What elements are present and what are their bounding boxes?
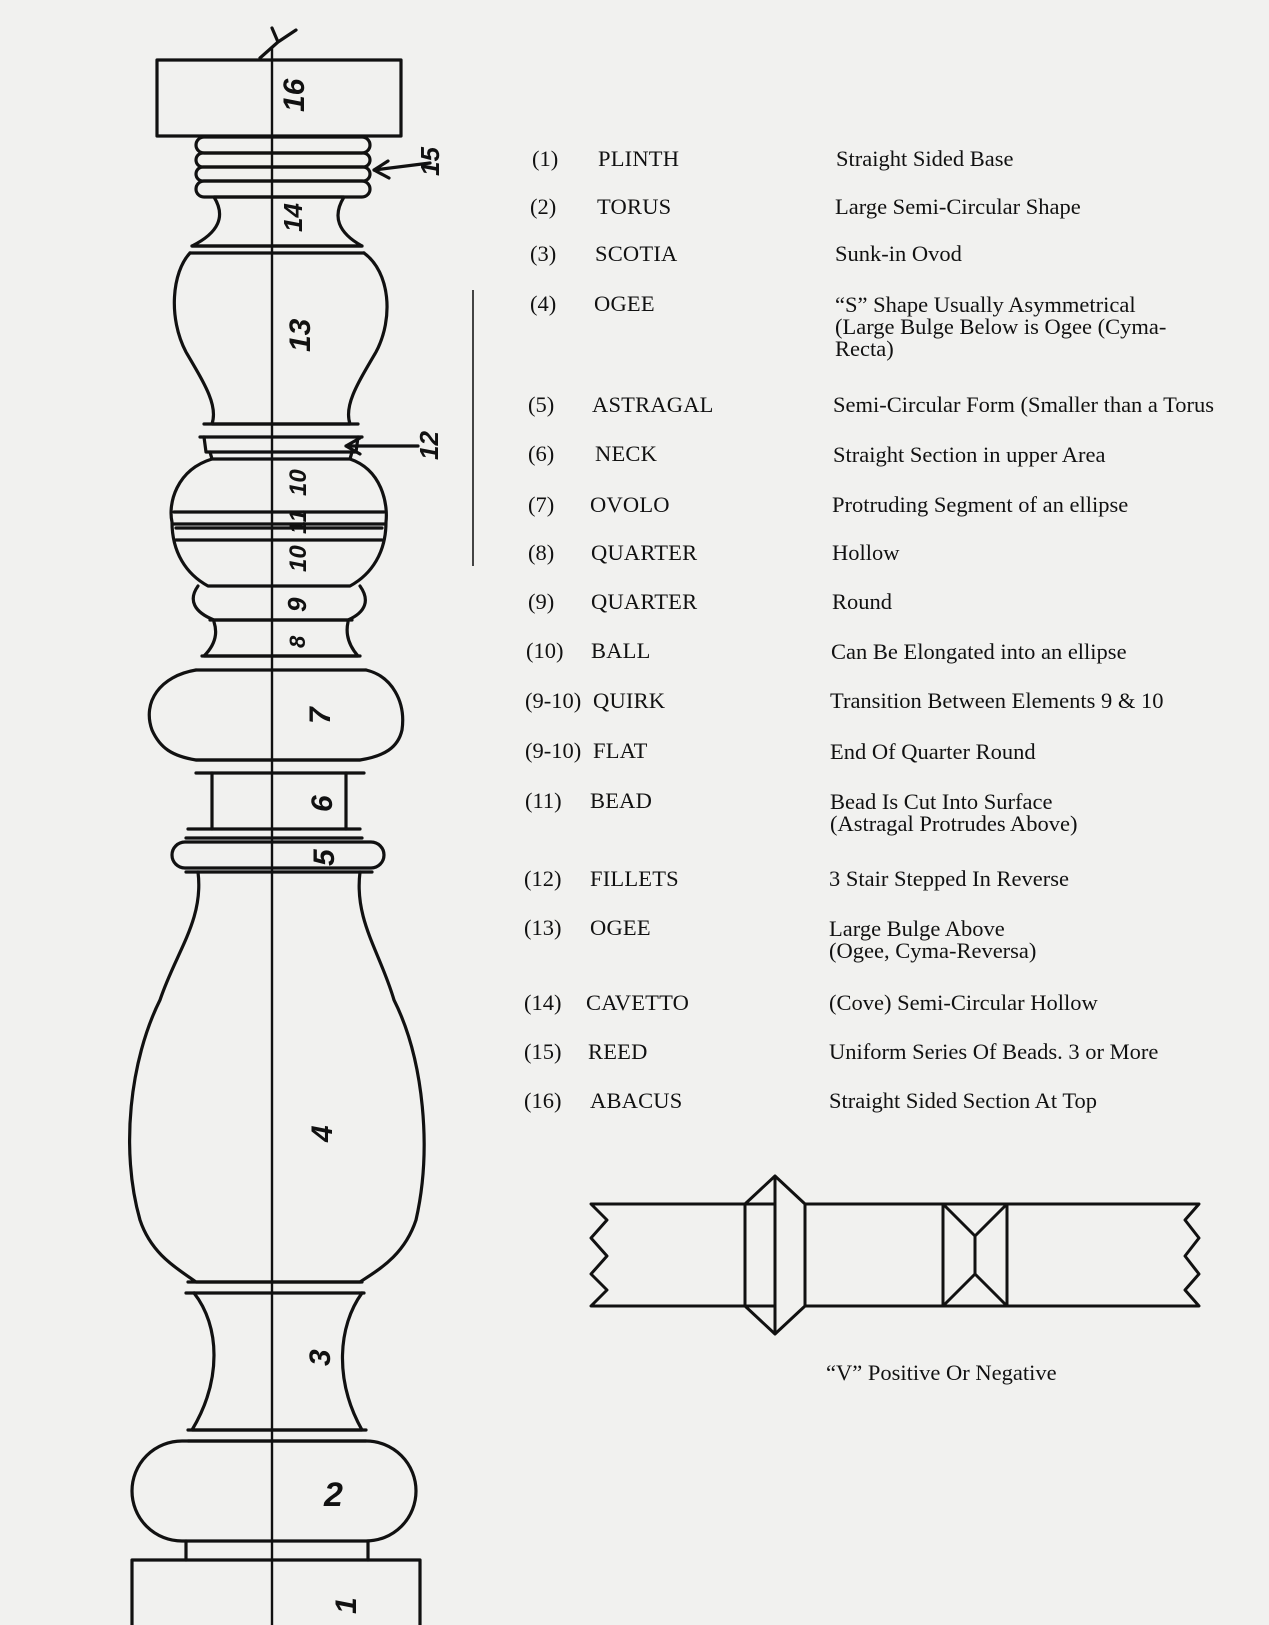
row-term: FLAT bbox=[593, 738, 648, 763]
row-number: (4) bbox=[530, 291, 557, 316]
row-description: Uniform Series Of Beads. 3 or More bbox=[829, 1039, 1159, 1064]
reed-3 bbox=[196, 167, 370, 181]
row-term: BEAD bbox=[590, 788, 653, 813]
row-description: Sunk-in Ovod bbox=[835, 241, 962, 266]
row-term: QUARTER bbox=[591, 540, 698, 565]
section-label-15: 15 bbox=[415, 147, 445, 176]
row-description: Round bbox=[832, 589, 893, 614]
reed-2 bbox=[196, 153, 370, 167]
row-description: Straight Sided Section At Top bbox=[829, 1088, 1098, 1113]
section-label-10a: 10 bbox=[285, 469, 312, 496]
row-description: End Of Quarter Round bbox=[830, 739, 1036, 764]
row-description: Bead Is Cut Into Surface (Astragal Protrudes Above) bbox=[830, 789, 1078, 836]
row-description: Semi-Circular Form (Smaller than a Torus bbox=[833, 392, 1215, 417]
row-number: (11) bbox=[525, 788, 562, 813]
section-label-7: 7 bbox=[304, 707, 337, 724]
v-groove-diagram bbox=[585, 1170, 1205, 1350]
row-description: “S” Shape Usually Asymmetrical (Large Bulge Below is Ogee (Cyma- Recta) bbox=[835, 292, 1167, 361]
row-term: SCOTIA bbox=[595, 241, 678, 266]
row-number: (9) bbox=[528, 589, 555, 614]
row-number: (7) bbox=[528, 492, 555, 517]
ogee-upper-outline bbox=[174, 253, 387, 424]
section-label-16: 16 bbox=[278, 78, 311, 112]
section-label-11: 11 bbox=[285, 509, 312, 534]
plinth-block bbox=[132, 1560, 420, 1625]
v-figure-caption: “V” Positive Or Negative bbox=[826, 1360, 1057, 1385]
row-term: OGEE bbox=[590, 915, 651, 940]
section-label-12: 12 bbox=[414, 431, 444, 460]
row-term: ASTRAGAL bbox=[592, 392, 714, 417]
row-number: (5) bbox=[528, 392, 555, 417]
row-number: (12) bbox=[524, 866, 562, 891]
row-term: REED bbox=[588, 1039, 648, 1064]
row-number: (3) bbox=[530, 241, 557, 266]
row-term: OVOLO bbox=[590, 492, 670, 517]
row-term: CAVETTO bbox=[586, 990, 690, 1015]
section-label-3: 3 bbox=[304, 1349, 337, 1366]
row-number: (8) bbox=[528, 540, 555, 565]
row-term: QUARTER bbox=[591, 589, 698, 614]
row-description: Transition Between Elements 9 & 10 bbox=[830, 688, 1164, 713]
row-number: (9-10) bbox=[525, 688, 582, 713]
row-description: Straight Sided Base bbox=[836, 146, 1014, 171]
baluster-drawing bbox=[0, 0, 480, 1625]
row-term: BALL bbox=[591, 638, 651, 663]
row-description: Large Semi-Circular Shape bbox=[835, 194, 1081, 219]
row-description: Large Bulge Above (Ogee, Cyma-Reversa) bbox=[829, 916, 1037, 963]
row-term: ABACUS bbox=[590, 1088, 683, 1113]
reed-4 bbox=[196, 181, 370, 197]
bead-groove bbox=[174, 512, 384, 540]
row-number: (16) bbox=[524, 1088, 562, 1113]
section-label-9: 9 bbox=[282, 597, 312, 612]
torus-ring bbox=[132, 1441, 416, 1541]
row-number: (15) bbox=[524, 1039, 562, 1064]
section-label-10b: 10 bbox=[285, 545, 312, 572]
section-label-4: 4 bbox=[306, 1125, 339, 1142]
row-description: 3 Stair Stepped In Reverse bbox=[829, 866, 1069, 891]
ogee-lower-outline bbox=[130, 872, 424, 1282]
row-term: PLINTH bbox=[598, 146, 680, 171]
row-description: Protruding Segment of an ellipse bbox=[832, 492, 1129, 517]
row-description: Can Be Elongated into an ellipse bbox=[831, 639, 1127, 664]
row-number: (2) bbox=[530, 194, 557, 219]
row-number: (10) bbox=[526, 638, 564, 663]
row-number: (9-10) bbox=[525, 738, 582, 763]
row-description: Hollow bbox=[832, 540, 900, 565]
row-term: FILLETS bbox=[590, 866, 679, 891]
row-description: Straight Section in upper Area bbox=[833, 442, 1106, 467]
row-term: TORUS bbox=[597, 194, 672, 219]
cavetto-outline bbox=[192, 197, 362, 246]
section-label-6: 6 bbox=[306, 795, 339, 812]
row-number: (13) bbox=[524, 915, 562, 940]
row-term: OGEE bbox=[594, 291, 655, 316]
section-label-8: 8 bbox=[285, 635, 310, 648]
ovolo-outline bbox=[149, 670, 402, 760]
row-description: (Cove) Semi-Circular Hollow bbox=[829, 990, 1098, 1015]
section-label-14: 14 bbox=[278, 203, 308, 232]
section-label-13: 13 bbox=[284, 318, 317, 352]
section-label-2: 2 bbox=[324, 1476, 343, 1514]
reed-1 bbox=[196, 137, 370, 153]
section-label-1: 1 bbox=[330, 1597, 363, 1614]
section-label-5: 5 bbox=[308, 849, 341, 866]
vertical-divider bbox=[472, 290, 474, 566]
row-number: (1) bbox=[532, 146, 559, 171]
row-term: NECK bbox=[595, 441, 658, 466]
row-term: QUIRK bbox=[593, 688, 666, 713]
row-number: (14) bbox=[524, 990, 562, 1015]
row-number: (6) bbox=[528, 441, 555, 466]
astragal-ring bbox=[172, 842, 384, 868]
